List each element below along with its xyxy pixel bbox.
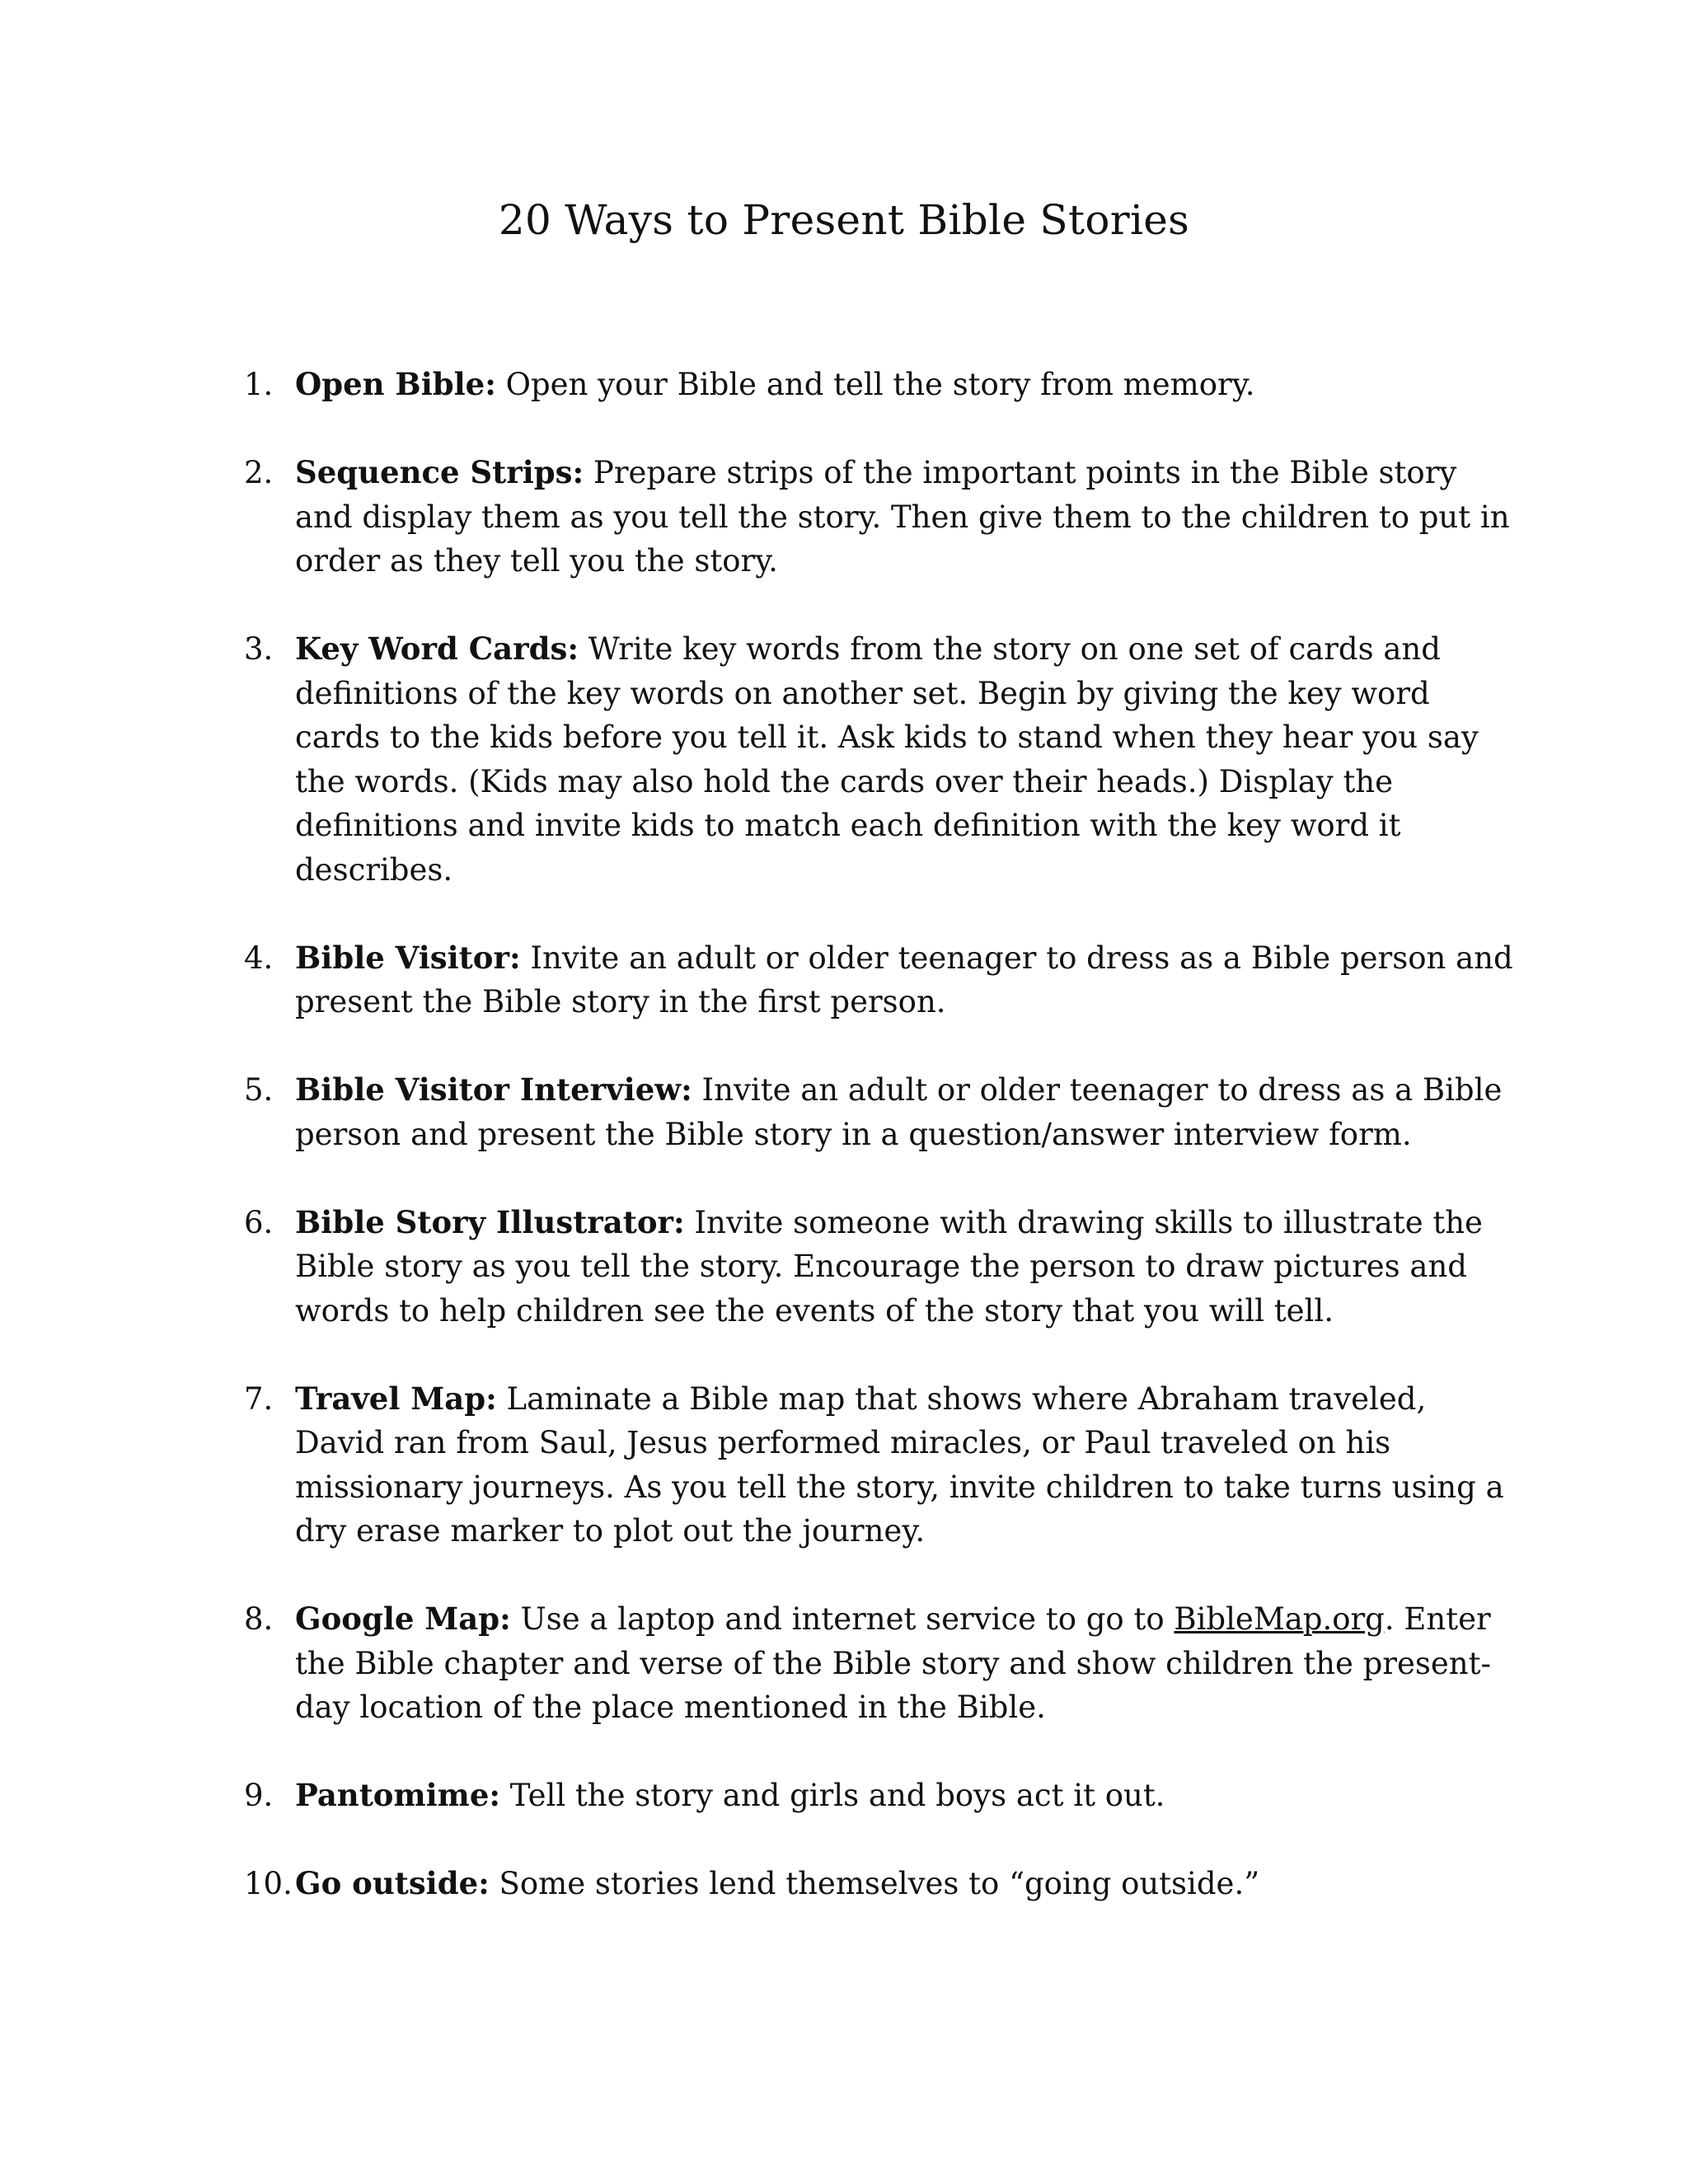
item-description-after-link: . Enter the Bible chapter and verse of the Bible story and show children the present-day location of the place mentioned in the Bible. <box>295 1601 1491 1725</box>
list-item-travel-map <box>244 1377 1513 1554</box>
item-number: 7. <box>244 1380 274 1417</box>
item-number: 4. <box>244 940 274 976</box>
item-number: 2. <box>244 455 274 490</box>
item-term: Sequence Strips: <box>295 454 584 490</box>
list-item-google-map <box>244 1597 1513 1730</box>
item-description: Invite an adult or older teenager to dress as a Bible person and present the Bible story in a question/answer interview form. <box>295 1072 1503 1152</box>
item-description: Open your Bible and tell the story from memory. <box>495 367 1255 402</box>
list-item-key-word-cards <box>244 627 1513 892</box>
item-term: Go outside: <box>295 1865 490 1901</box>
list-item-sequence-strips <box>244 451 1513 583</box>
list-item-bible-story-illustrator <box>244 1201 1513 1333</box>
item-number: 1. <box>244 367 274 402</box>
item-number: 6. <box>244 1204 274 1240</box>
list-item-bible-visitor <box>244 936 1513 1024</box>
item-description-before-link: Use a laptop and internet service to go to <box>510 1601 1175 1637</box>
item-term: Travel Map: <box>295 1380 497 1417</box>
item-number: 9. <box>244 1778 274 1813</box>
item-number: 8. <box>244 1601 274 1637</box>
item-term: Bible Visitor: <box>295 939 521 976</box>
item-term: Open Bible: <box>295 366 496 402</box>
item-number: 5. <box>244 1072 274 1108</box>
item-number: 3. <box>244 631 274 667</box>
item-description: Laminate a Bible map that shows where Abraham traveled, David ran from Saul, Jesus performed miracles, or Paul traveled on his missionary journeys. As you tell the story, invite children to take turns using a dry erase marker to plot out the journey. <box>295 1380 1504 1549</box>
document-title: 20 Ways to Present Bible Stories <box>498 196 1190 244</box>
item-description: Write key words from the story on one set of cards and definitions of the key words on another set. Begin by giving the key word cards to the kids before you tell it. Ask kids to stand when they hear you say the words. (Kids may also hold the cards over their heads.) Display the definitions and invite kids to match each definition with the key word it describes. <box>295 631 1479 888</box>
item-term: Bible Visitor Interview: <box>295 1071 692 1108</box>
list-item-bible-visitor-interview <box>244 1068 1513 1156</box>
item-number: 10. <box>244 1866 293 1901</box>
item-term: Bible Story Illustrator: <box>295 1203 685 1240</box>
item-description: Some stories lend themselves to “going outside.” <box>489 1866 1260 1901</box>
item-description: Invite an adult or older teenager to dress as a Bible person and present the Bible story in the first person. <box>295 940 1513 1019</box>
ways-list <box>244 363 1513 1950</box>
list-item-pantomime <box>244 1774 1513 1818</box>
item-description: Tell the story and girls and boys act it out. <box>500 1778 1165 1813</box>
item-term: Google Map: <box>295 1601 511 1637</box>
list-item-open-bible <box>244 363 1513 407</box>
item-description: Invite someone with drawing skills to illustrate the Bible story as you tell the story. Encourage the person to draw pictures and words to help children see the events of the story that you will tell. <box>295 1204 1483 1329</box>
biblemap-link[interactable]: BibleMap.org <box>1174 1601 1385 1637</box>
item-term: Pantomime: <box>295 1777 501 1813</box>
item-description: Prepare strips of the important points in the Bible story and display them as you tell the story. Then give them to the children to put in order as they tell you the story. <box>295 455 1510 579</box>
item-term: Key Word Cards: <box>295 630 579 667</box>
list-item-go-outside <box>244 1862 1513 1906</box>
